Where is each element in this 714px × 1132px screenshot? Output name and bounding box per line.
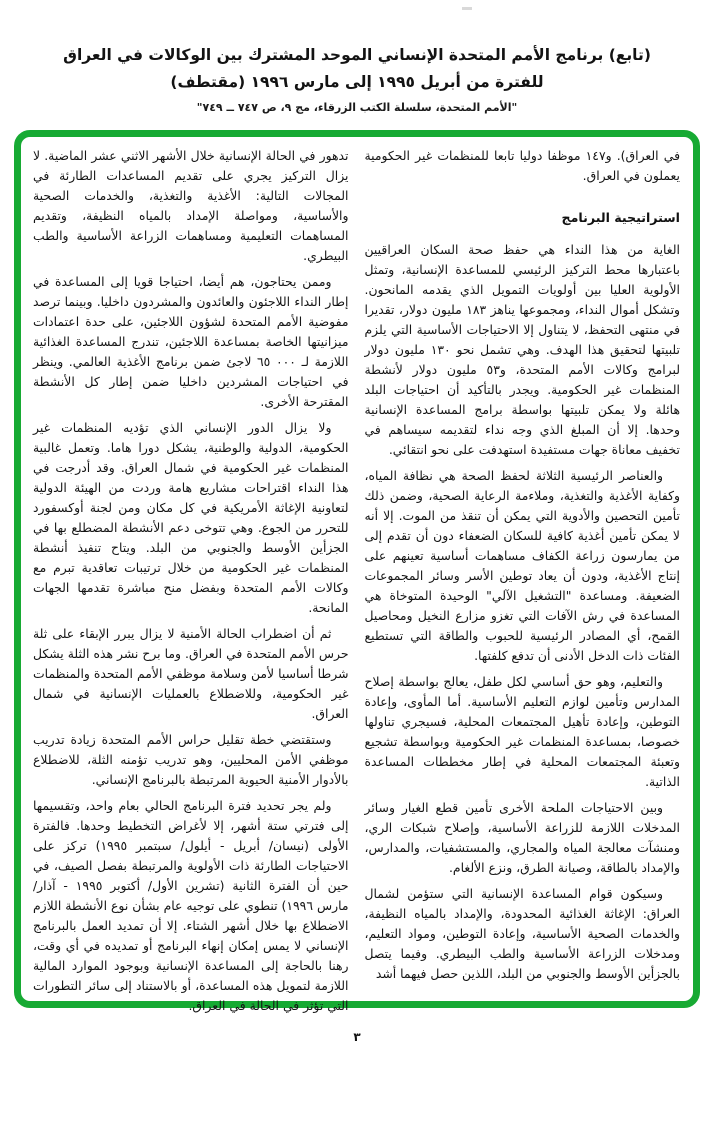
paragraph: وستقتضي خطة تقليل حراس الأمم المتحدة زيادة تدريب موظفي الأمن المحليين، وهو تدريب تؤمنه الثلة، للاضطلاع بالأدوار الأمنية الحيوية المرتبطة بالبرنامج الإنساني. [33, 732, 349, 787]
paragraph: والعناصر الرئيسية الثلاثة لحفظ الصحة هي نظافة المياه، وكفاية الأغذية والتغذية، وملاءمة الرعاية الصحية، وضمن ذلك تأمين التحصين والأدوية التي يمكن أن تنقذ من الموت. إلا أنه لا يمكن تأمين أغذية كافية للسكان الضعفاء دون أن تقدم إلى من يمارسون زراعة الكفاف مساهمات أساسية تعينهم على إنتاج الأغذية، ودون أن يعاد توطين الأسر وسائر المجموعات الضعيفة. ومساعدة "التشغيل الآلي" الوحيدة المتوخاة هي المساعدة في رش الآفات التي تغزو مزارع النخيل ومحاصيل القمح، أي المصادر الرئيسية للحبوب والطاقة التي تستطيع الفئات ذات الدخل الأدنى أن تدفع كلفتها. [364, 468, 680, 663]
scan-artifact-mark [462, 7, 472, 10]
document-title-line2: للفترة من أبريل ١٩٩٥ إلى مارس ١٩٩٦ (مقتطف) [170, 73, 544, 91]
continuation-paragraph: تدهور في الحالة الإنسانية خلال الأشهر الاثني عشر الماضية. لا يزال التركيز يجري على تقديم المساعدات الطارئة في المجالات التالية: الأغذية والتغذية، والخدمات الصحية والأساسية، ومواصلة الإمداد بالمياه النظيفة، وتقديم المساهمات التعليمية ومساهمات الزراعة الأساسية والطب البيطري. [33, 148, 349, 263]
source-citation: "الأمم المتحدة، سلسلة الكتب الزرقاء، مج ٩، ص ٧٤٧ ــ ٧٤٩" [196, 101, 518, 114]
continuation-paragraph: في العراق). و١٤٧ موظفا دوليا تابعا للمنظمات غير الحكومية يعملون في العراق. [364, 148, 680, 183]
paragraph: ثم أن اضطراب الحالة الأمنية لا يزال يبرر الإبقاء على ثلة حرس الأمم المتحدة في العراق. وما برح نشر هذه الثلة يشكل شرطا أساسيا لأمن وسلامة موظفي الأمم المتحدة والمنظمات غير الحكومية، وللاضطلاع بالعمليات الإنسانية في شمال العراق. [33, 626, 349, 721]
section-heading: استراتيجية البرنامج [561, 210, 680, 225]
paragraph: وسيكون قوام المساعدة الإنسانية التي ستؤمن لشمال العراق: الإغاثة الغذائية المحدودة، والإمداد بالمياه النظيفة، والخدمات الصحية الأساسية، وإعادة التوطين، ومواد التعليم، ومدخلات الزراعة الأساسية والطب البيطري. وفيما يتصل بالجزأين الأوسط والجنوبي من البلد، اللذين حصل فيهما أشد [364, 886, 680, 981]
column-right [365, 146, 681, 991]
paragraph: ولا يزال الدور الإنساني الذي تؤديه المنظمات غير الحكومية، الدولية والوطنية، يشكل دورا هاما. وتعمل غالبية المنظمات غير الحكومية في شمال العراق. وقد أدرجت في هذا النداء اقتراحات مشاريع هامة وردت من الهيئة الدولية لتعاونية الإغاثة الأمريكية في كل مكان ومن لجنة أوكسفورد للتحرر من الجوع. وهي تتوخى دعم الأنشطة المضطلع بها في الجزأين الأوسط والجنوبي من البلد. ويتاح تنفيذ أنشطة المنظمات غير الحكومية من خلال ترتيبات تعاقدية تبرم مع وكالات الأمم المتحدة وبفضل منح مباشرة تقدمها الجهات المانحة. [33, 420, 349, 615]
column-left [33, 146, 349, 1013]
paragraph: والتعليم، وهو حق أساسي لكل طفل، يعالج بواسطة إصلاح المدارس وتأمين لوازم التعليم الأساسية. أما المأوى، وإعادة التوطين، وإعادة تأهيل المجتمعات المحلية، فسيجري تناولها خصوصا، بمساعدة المنظمات غير الحكومية وبواسطة تشجيع وتعبئة المجتمعات المحلية في إطار مخططات المساعدة الذاتية. [364, 674, 680, 789]
paragraph: وممن يحتاجون، هم أيضا، احتياجا قويا إلى المساعدة في إطار النداء اللاجئون والعائدون والمشردون داخليا. وبينما ترصد مفوضية الأمم المتحدة لشؤون اللاجئين، على حدة اعتمادات ميزانيتها الخاصة بمساعدة اللاجئين، تندرج المساعدة الغذائية اللازمة لـ ٠٠٠ ٦٥ لاجئ ضمن برنامج الأغذية العالمي. وينظر في احتياجات المشردين داخليا ضمن إطار كل الأنشطة المقترحة الأخرى. [33, 274, 349, 409]
text-columns [21, 137, 693, 1013]
paragraph: ولم يجر تحديد فترة البرنامج الحالي بعام واحد، وتقسيمها إلى فترتي ستة أشهر، إلا لأغراض التخطيط وحدها. فالفترة الأولى (نيسان/ أبريل - أيلول/ سبتمبر ١٩٩٥) تركز على الاحتياجات الطارئة ذات الأولوية والمرتبطة بفصل الصيف، في حين أن الفترة الثانية (تشرين الأول/ أكتوبر ١٩٩٥ - آذار/ مارس ١٩٩٦) تنطوي على توجيه عام بشأن نوع الأنشطة اللازم الاضطلاع بها خلال أشهر الشتاء. إلا أن تمديد العمل بالبرنامج الإنساني لا يمس إمكان إنهاء البرنامج أو تمديده في أي وقت، رهنا بالحاجة إلى المساعدة الإنسانية وبوجود الموارد المالية اللازمة لتمويل هذه المساعدة، أو بالاستناد إلى سائر التطورات التي تؤثر في الحالة في العراق. [33, 798, 349, 1013]
paragraph: الغاية من هذا النداء هي حفظ صحة السكان العراقيين باعتبارها محط التركيز الرئيسي للمساعدة الإنسانية، وتمثل الأولوية العليا بين أولويات التمويل الذي يقدمه المانحون. وتشكل أموال النداء، ومجموعها يناهز ١٨٣ مليون دولار، تقديرا في منتهى التحفظ، لا يتناول إلا الاحتياجات الأساسية التي يلزم تلبيتها لتحقيق هذا الهدف. وهي تشمل نحو ١٣٠ مليون دولار لبرامج وكالات الأمم المتحدة، و٥٣ مليون دولار لأنشطة المنظمات غير الحكومية. ويجدر بالتأكيد أن احتياجات البلد هائلة ولا يمكن تلبيتها بواسطة برامج المساعدة الإنسانية وحدها. إلا أن المبلغ الذي وجه نداء لتقديمه سيساهم في تخفيف معاناة جهات مستفيدة استهدفت على نحو انتقائي. [364, 242, 681, 457]
document-header [0, 42, 714, 114]
green-border-frame [14, 130, 700, 1013]
document-title-line1: (تابع) برنامج الأمم المتحدة الإنساني الموحد المشترك بين الوكالات في العراق [63, 46, 651, 64]
page-number: ٣ [353, 1030, 361, 1044]
paragraph: وبين الاحتياجات الملحة الأخرى تأمين قطع الغيار وسائر المدخلات اللازمة للزراعة الأساسية، وإصلاح شبكات الري، ومنشآت معالجة المياه والمجاري، والمستشفيات، والمدارس، والإمداد بالطاقة، وصيانة الطرق، ونزع الألغام. [364, 800, 680, 875]
